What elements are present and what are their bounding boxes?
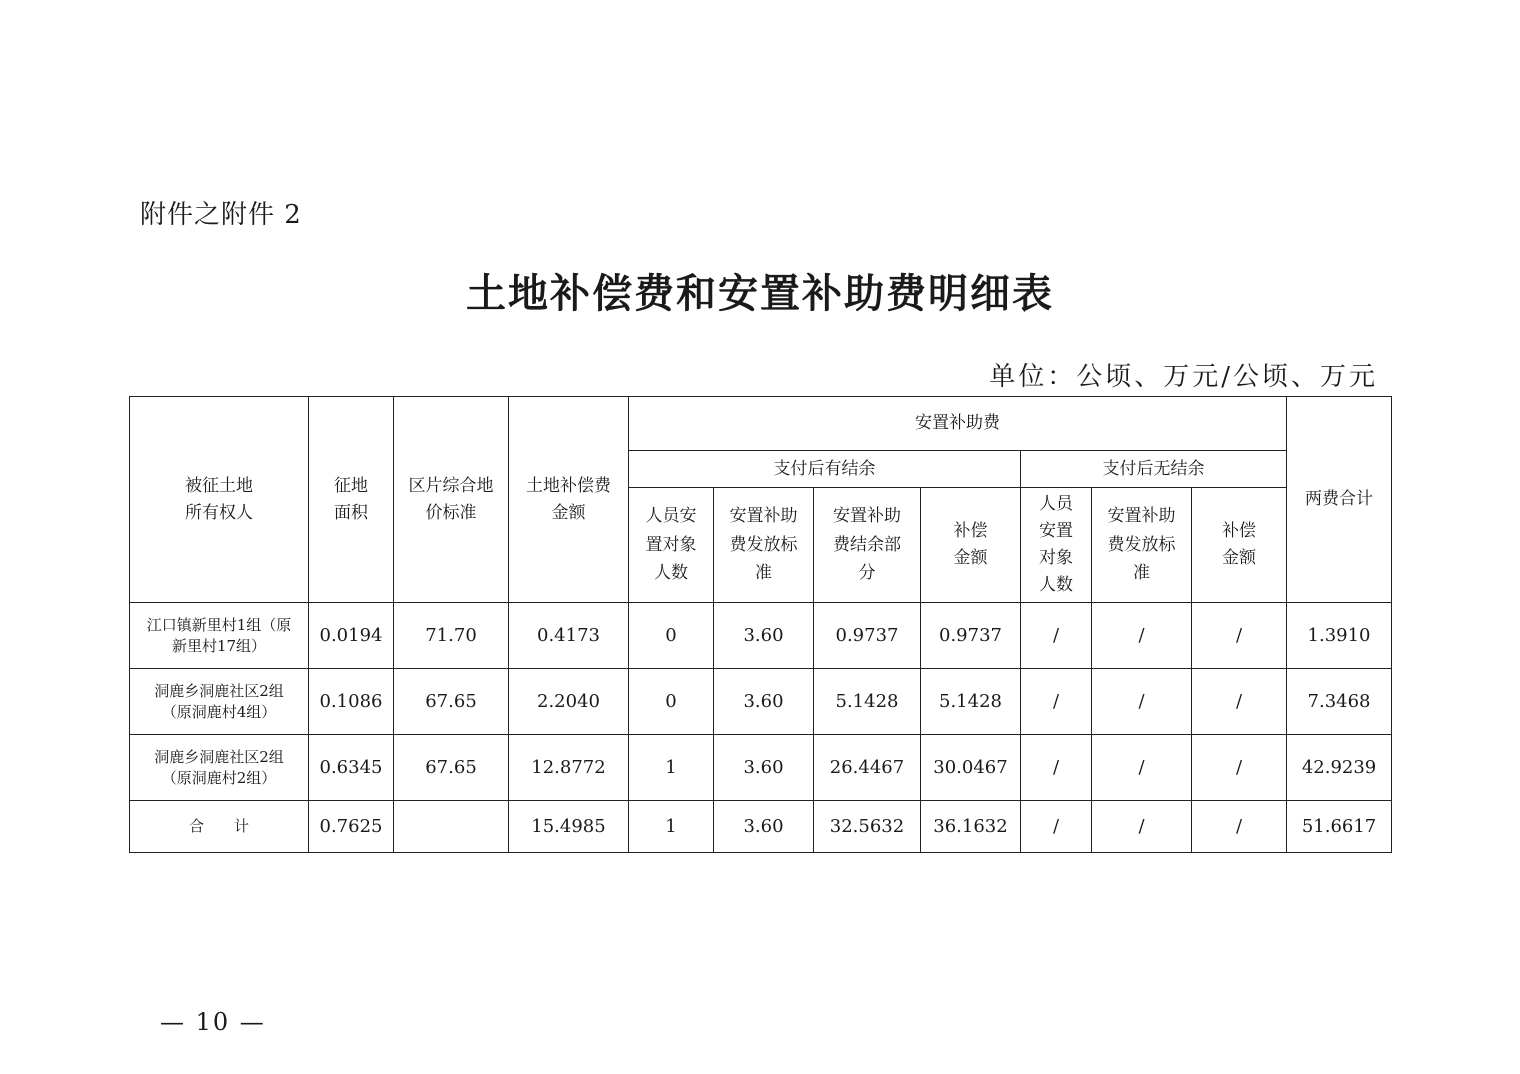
value-cell: 0.6345 <box>309 735 394 801</box>
value-cell: 3.60 <box>714 669 814 735</box>
value-cell: 30.0467 <box>921 735 1021 801</box>
value-cell: 67.65 <box>394 735 509 801</box>
table-row <box>130 735 1392 801</box>
header-surplus-a: 安置补助 费结余部 分 <box>814 488 921 603</box>
value-cell: 0.4173 <box>509 603 629 669</box>
value-cell: / <box>1192 603 1287 669</box>
value-cell: 67.65 <box>394 669 509 735</box>
value-cell: 7.3468 <box>1287 669 1392 735</box>
value-cell: / <box>1092 669 1192 735</box>
value-cell: / <box>1021 603 1092 669</box>
value-cell: / <box>1092 735 1192 801</box>
page-number: — 10 — <box>160 1008 266 1036</box>
header-land-compensation: 土地补偿费 金额 <box>509 397 629 603</box>
value-cell: 0.1086 <box>309 669 394 735</box>
header-standard-a: 安置补助 费发放标 准 <box>714 488 814 603</box>
value-cell: 71.70 <box>394 603 509 669</box>
header-persons-b: 人员 安置 对象 人数 <box>1021 488 1092 603</box>
value-cell: / <box>1021 801 1092 853</box>
value-cell: / <box>1192 669 1287 735</box>
value-cell: 5.1428 <box>814 669 921 735</box>
value-cell: 3.60 <box>714 735 814 801</box>
value-cell: 0 <box>629 669 714 735</box>
value-cell: 1 <box>629 801 714 853</box>
value-cell: / <box>1092 603 1192 669</box>
header-area: 征地 面积 <box>309 397 394 603</box>
value-cell: 36.1632 <box>921 801 1021 853</box>
compensation-table <box>129 396 1392 853</box>
owner-cell: 合 计 <box>130 801 309 853</box>
value-cell: 2.2040 <box>509 669 629 735</box>
value-cell: 0.0194 <box>309 603 394 669</box>
value-cell: 26.4467 <box>814 735 921 801</box>
value-cell: 0.9737 <box>921 603 1021 669</box>
attachment-label: 附件之附件 2 <box>140 200 302 230</box>
header-with-surplus: 支付后有结余 <box>629 451 1021 488</box>
header-resettlement: 安置补助费 <box>629 397 1287 451</box>
value-cell: / <box>1192 735 1287 801</box>
header-price-standard: 区片综合地 价标准 <box>394 397 509 603</box>
owner-cell: 洞鹿乡洞鹿社区2组 （原洞鹿村2组） <box>130 735 309 801</box>
total-row <box>130 801 1392 853</box>
unit-note: 单位：公顷、万元/公顷、万元 <box>989 362 1378 392</box>
value-cell: / <box>1192 801 1287 853</box>
header-standard-b: 安置补助 费发放标 准 <box>1092 488 1192 603</box>
header-compensation-a: 补偿 金额 <box>921 488 1021 603</box>
value-cell: 51.6617 <box>1287 801 1392 853</box>
value-cell: 1.3910 <box>1287 603 1392 669</box>
header-owner: 被征土地 所有权人 <box>130 397 309 603</box>
header-total: 两费合计 <box>1287 397 1392 603</box>
owner-cell: 洞鹿乡洞鹿社区2组 （原洞鹿村4组） <box>130 669 309 735</box>
value-cell <box>394 801 509 853</box>
value-cell: 0.7625 <box>309 801 394 853</box>
value-cell: 1 <box>629 735 714 801</box>
header-no-surplus: 支付后无结余 <box>1021 451 1287 488</box>
value-cell: / <box>1021 669 1092 735</box>
value-cell: 42.9239 <box>1287 735 1392 801</box>
value-cell: 0 <box>629 603 714 669</box>
table-row <box>130 669 1392 735</box>
value-cell: 5.1428 <box>921 669 1021 735</box>
table-row <box>130 603 1392 669</box>
value-cell: 3.60 <box>714 801 814 853</box>
owner-cell: 江口镇新里村1组（原 新里村17组） <box>130 603 309 669</box>
header-compensation-b: 补偿 金额 <box>1192 488 1287 603</box>
value-cell: / <box>1092 801 1192 853</box>
value-cell: 32.5632 <box>814 801 921 853</box>
value-cell: 15.4985 <box>509 801 629 853</box>
value-cell: / <box>1021 735 1092 801</box>
value-cell: 12.8772 <box>509 735 629 801</box>
page-title: 土地补偿费和安置补助费明细表 <box>466 270 1054 317</box>
value-cell: 3.60 <box>714 603 814 669</box>
value-cell: 0.9737 <box>814 603 921 669</box>
header-persons-a: 人员安 置对象 人数 <box>629 488 714 603</box>
